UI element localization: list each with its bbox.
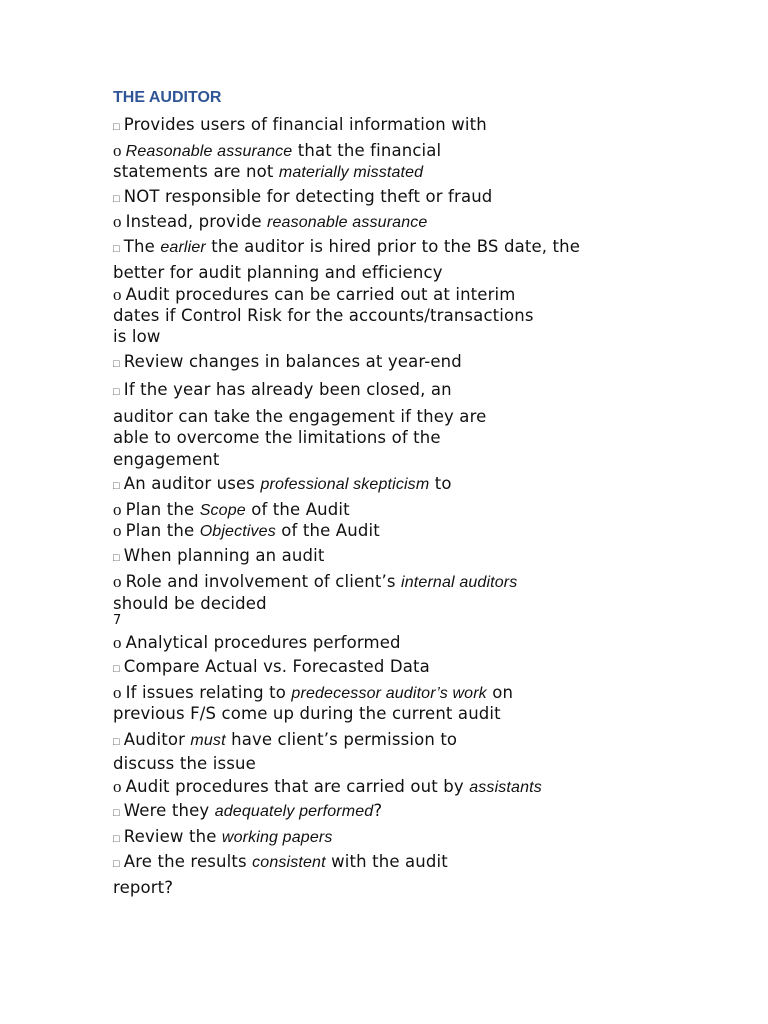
- emphasis-text: adequately performed: [214, 803, 374, 820]
- bullet-icon: □: [113, 833, 120, 845]
- text-line: [113, 327, 161, 347]
- text-line: [113, 594, 267, 614]
- line-text: better for audit planning and efficiency: [113, 263, 443, 282]
- list-marker: o: [113, 212, 122, 231]
- text-line: [113, 187, 492, 209]
- bullet-icon: □: [113, 552, 120, 564]
- text-line: [113, 306, 534, 326]
- line-text: Plan the: [125, 521, 200, 540]
- bullet-icon: □: [113, 193, 120, 205]
- line-text: An auditor uses: [123, 474, 261, 493]
- list-marker: o: [113, 141, 122, 160]
- line-text: of the Audit: [275, 521, 380, 540]
- line-text: Provides users of financial information with: [123, 115, 487, 134]
- line-text: If issues relating to: [125, 683, 292, 702]
- line-text: ?: [373, 801, 383, 820]
- line-text: When planning an audit: [123, 546, 325, 565]
- line-text: to: [429, 474, 452, 493]
- line-text: Review changes in balances at year-end: [123, 352, 462, 371]
- line-text: Are the results: [123, 852, 253, 871]
- line-text: The: [123, 237, 161, 256]
- emphasis-text: professional skepticism: [260, 476, 430, 493]
- bullet-icon: □: [113, 858, 120, 870]
- text-line: [113, 546, 324, 568]
- text-line: [113, 141, 441, 162]
- line-text: discuss the issue: [113, 754, 256, 773]
- list-marker: o: [113, 521, 122, 540]
- line-text: Review the: [123, 827, 222, 846]
- line-text: Compare Actual vs. Forecasted Data: [123, 657, 430, 676]
- text-line: [113, 730, 457, 752]
- text-line: [113, 801, 382, 823]
- line-text: dates if Control Risk for the accounts/transactions: [113, 306, 534, 325]
- text-line: [113, 500, 350, 521]
- list-marker: o: [113, 572, 122, 591]
- line-text: previous F/S come up during the current audit: [113, 704, 501, 723]
- text-line: [113, 657, 430, 679]
- text-line: [113, 754, 256, 774]
- line-text: the auditor is hired prior to the BS date, the: [205, 237, 581, 256]
- text-line: [113, 852, 448, 874]
- text-line: [113, 285, 516, 305]
- line-text: report?: [113, 878, 174, 897]
- text-line: [113, 352, 462, 374]
- text-line: [113, 115, 487, 137]
- list-marker: o: [113, 500, 122, 519]
- line-text: auditor can take the engagement if they are: [113, 407, 487, 426]
- emphasis-text: assistants: [469, 779, 542, 796]
- text-line: [113, 237, 580, 259]
- page-heading: THE AUDITOR: [113, 89, 222, 106]
- text-line: [113, 572, 517, 593]
- line-text: Were they: [123, 801, 215, 820]
- text-line: [113, 633, 401, 653]
- bullet-icon: □: [113, 736, 120, 748]
- emphasis-text: predecessor auditor’s work: [291, 685, 487, 702]
- line-text: Audit procedures can be carried out at interim: [125, 285, 516, 304]
- emphasis-text: working papers: [221, 829, 333, 846]
- emphasis-text: Objectives: [199, 523, 276, 540]
- line-text: Audit procedures that are carried out by: [125, 777, 470, 796]
- emphasis-text: must: [190, 732, 226, 749]
- emphasis-text: Scope: [199, 502, 246, 519]
- text-line: [113, 212, 427, 233]
- text-line: [113, 827, 333, 849]
- list-marker: o: [113, 683, 122, 702]
- list-marker: o: [113, 285, 122, 304]
- line-text: able to overcome the limitations of the: [113, 428, 441, 447]
- line-text: that the financial: [292, 141, 442, 160]
- line-text: If the year has already been closed, an: [123, 380, 452, 399]
- text-line: [113, 683, 513, 704]
- line-text: of the Audit: [245, 500, 350, 519]
- bullet-icon: □: [113, 663, 120, 675]
- bullet-icon: □: [113, 807, 120, 819]
- line-text: Plan the: [125, 500, 200, 519]
- text-line: [113, 162, 423, 183]
- bullet-icon: □: [113, 386, 120, 398]
- bullet-icon: □: [113, 121, 120, 133]
- list-marker: o: [113, 633, 122, 652]
- emphasis-text: Reasonable assurance: [125, 143, 293, 160]
- line-text: Auditor: [123, 730, 191, 749]
- line-text: Instead, provide: [125, 212, 268, 231]
- emphasis-text: consistent: [252, 854, 326, 871]
- line-text: Role and involvement of client’s: [125, 572, 402, 591]
- text-line: [113, 450, 219, 470]
- line-text: on: [486, 683, 514, 702]
- line-text: Analytical procedures performed: [125, 633, 401, 652]
- emphasis-text: reasonable assurance: [267, 214, 428, 231]
- text-line: [113, 521, 380, 542]
- line-text: with the audit: [325, 852, 448, 871]
- line-text: is low: [113, 327, 161, 346]
- text-line: [113, 407, 486, 427]
- text-line: [113, 428, 441, 448]
- line-text: statements are not: [113, 162, 279, 181]
- text-line: [113, 777, 542, 798]
- text-line: [113, 263, 443, 283]
- bullet-icon: □: [113, 358, 120, 370]
- emphasis-text: materially misstated: [278, 164, 424, 181]
- page-number: 7: [113, 613, 122, 628]
- emphasis-text: internal auditors: [401, 574, 518, 591]
- emphasis-text: earlier: [160, 239, 206, 256]
- text-line: [113, 704, 501, 724]
- list-marker: o: [113, 777, 122, 796]
- text-line: [113, 878, 173, 898]
- line-text: NOT responsible for detecting theft or fraud: [123, 187, 493, 206]
- text-line: [113, 380, 452, 402]
- line-text: engagement: [113, 450, 220, 469]
- line-text: have client’s permission to: [225, 730, 458, 749]
- bullet-icon: □: [113, 243, 120, 255]
- text-line: [113, 474, 452, 496]
- bullet-icon: □: [113, 480, 120, 492]
- line-text: should be decided: [113, 594, 267, 613]
